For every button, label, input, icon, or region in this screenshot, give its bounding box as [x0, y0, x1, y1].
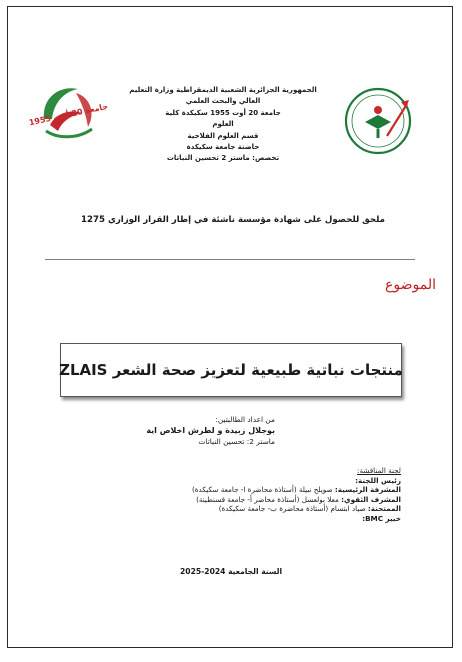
examiner-value: صياد ابتسام (أستاذة محاضرة ب- جامعة سكيكدة) — [218, 504, 366, 514]
header-line: العلوم — [212, 120, 234, 129]
header-line: جامعة 20 أوت 1955 سكيكدة كلية — [165, 108, 281, 117]
project-title: منتجات نباتية طبيعية لتعزيز صحة الشعر ZLAIS — [59, 361, 403, 379]
jury-block — [192, 466, 401, 524]
committee-president: رئيس اللجنة: — [355, 475, 401, 485]
header-line: حاضنة جامعة سكيكدة — [186, 143, 260, 152]
certificate-annex-text: ملحق للحصول على شهادة مؤسسة ناشئة في إطار القرار الوزاري 1275 — [81, 215, 385, 225]
cosupervisor-label: المشرف الثقوي: — [341, 494, 401, 504]
jury-supervisor — [192, 485, 401, 495]
header-line: تخصص: ماستر 2 تحسين النباتات — [166, 154, 280, 163]
prepared-by-label: من اعداد الطالبتين: — [215, 415, 275, 424]
student-names: بوجلال زبيدة و لطرش اخلاص اية — [146, 426, 275, 435]
examiner-label: الممتحنة: — [367, 504, 401, 514]
jury-cosupervisor — [192, 495, 401, 505]
supervisor-label: المشرفة الرئيسية: — [334, 485, 401, 495]
institution-header — [112, 85, 334, 165]
subject-label: الموضوع — [385, 277, 436, 293]
students-block — [146, 414, 275, 447]
cosupervisor-value: معلا بولعسل (أستاذة محاضر أ- جامعة قسنطينة) — [196, 494, 339, 504]
university-logo-left — [28, 79, 109, 145]
separator-line — [45, 259, 415, 260]
incubator-logo-right — [343, 86, 413, 156]
supervisor-value: صويلح نبيلة (أستاذة محاضرة ا- جامعة سكيكدة) — [191, 485, 333, 495]
document-page — [7, 6, 453, 648]
header-line: العالي والبحث العلمي — [185, 97, 261, 106]
jury-examiner — [192, 504, 401, 514]
student-program: ماستر 2: تحسين النباتات — [198, 437, 275, 446]
committee-label: لجنة المناقشة: — [357, 466, 401, 475]
academic-year: السنة الجامعية 2024-2025 — [180, 567, 283, 576]
bmc-expert: خبير BMC: — [362, 513, 401, 523]
project-title-box — [60, 343, 402, 397]
header-line: الجمهورية الجزائرية الشعبية الديمقراطية وزارة التعليم — [129, 86, 317, 94]
logo-left-text: 1955 جامعة 20 أوت — [28, 101, 109, 128]
header-line: قسم العلوم الفلاحية — [187, 131, 259, 140]
